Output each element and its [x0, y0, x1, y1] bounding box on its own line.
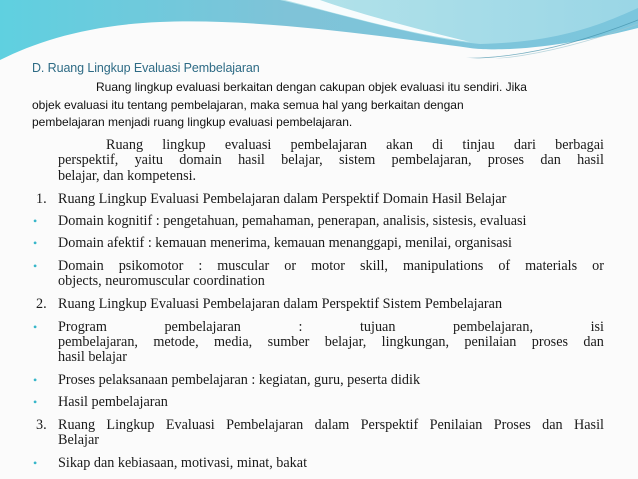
word: Domain: [58, 257, 104, 274]
section-heading-1: [36, 192, 604, 207]
word: pembelajaran,: [453, 318, 533, 335]
word: lingkup: [162, 137, 206, 153]
word: :: [198, 257, 203, 274]
word: Ruang: [106, 137, 144, 153]
intro-line: objek evaluasi itu tentang pembelajaran, maka semua hal yang berkaitan dengan: [32, 97, 464, 112]
word: dalam: [314, 417, 350, 434]
section-heading-text: [58, 418, 604, 433]
word: materials: [525, 257, 578, 274]
word: sistem: [339, 152, 376, 169]
word: dari: [513, 137, 536, 153]
word: Program: [58, 318, 107, 335]
word: psikomotor: [118, 257, 184, 274]
word: Penilaian: [429, 417, 483, 434]
paragraph-line: belajar, dan kompetensi.: [58, 167, 197, 184]
word: pembelajaran,: [391, 152, 472, 169]
header-wave-decoration: [0, 0, 638, 70]
word: Hasil: [574, 417, 604, 434]
word: muscular: [217, 257, 270, 274]
bullet-icon: •: [33, 319, 38, 334]
section-number: 2.: [36, 296, 47, 313]
bullet-text: [58, 320, 604, 335]
word: domain: [179, 152, 222, 169]
word: belajar,: [324, 333, 367, 350]
word: tujuan: [359, 318, 396, 335]
word: pembelajaran: [164, 318, 241, 335]
word: tinjau: [462, 137, 495, 153]
bullet-text: hasil belajar: [58, 349, 127, 366]
word: Lingkup: [106, 417, 155, 434]
word: hasil: [577, 152, 604, 169]
bullet-item: [33, 318, 604, 366]
word: proses: [487, 152, 525, 169]
bullet-item: [33, 393, 604, 410]
word: yaitu: [134, 152, 163, 169]
paragraph-line: [58, 153, 604, 168]
word: berbagai: [555, 137, 604, 153]
section-heading-text: Ruang Lingkup Evaluasi Pembelajaran dalam Perspektif Domain Hasil Belajar: [58, 190, 507, 207]
bullet-item: [33, 213, 604, 230]
word: or: [284, 257, 297, 274]
bullet-icon: •: [33, 236, 38, 251]
word: dan: [542, 417, 563, 434]
word: of: [498, 257, 511, 274]
word: media,: [214, 333, 253, 350]
word: penilaian: [464, 333, 517, 350]
word: dan: [540, 152, 561, 169]
bullet-text: Hasil pembelajaran: [58, 393, 168, 410]
section-heading-text: Ruang Lingkup Evaluasi Pembelajaran dalam Perspektif Sistem Pembelajaran: [58, 296, 503, 313]
word: :: [298, 318, 303, 335]
word: pembelajaran: [290, 137, 367, 153]
word: motor: [311, 257, 345, 274]
paragraph-line: [58, 138, 604, 153]
bullet-item: [33, 257, 604, 290]
bullet-text: [58, 335, 604, 350]
word: Ruang: [58, 417, 96, 434]
bullet-item: [33, 454, 604, 471]
content-body: [33, 137, 604, 471]
word: Evaluasi: [165, 417, 215, 434]
section-number: 3.: [36, 417, 47, 434]
bullet-text: Domain afektif : kemauan menerima, kemauan menanggapi, menilai, organisasi: [58, 235, 512, 252]
section-heading-3: [36, 418, 604, 449]
bullet-text: objects, neuromuscular coordination: [58, 273, 265, 290]
bullet-text: [58, 259, 604, 274]
word: Perspektif: [360, 417, 419, 434]
overview-paragraph: [36, 138, 604, 184]
intro-line: pembelajaran menjadi ruang lingkup evaluasi pembelajaran.: [32, 115, 353, 129]
word: belajar,: [281, 152, 323, 169]
word: hasil: [238, 152, 265, 169]
word: dan: [583, 333, 604, 350]
word: isi: [590, 318, 604, 335]
word: evaluasi: [224, 137, 272, 153]
word: manipulations: [402, 257, 484, 274]
word: sumber: [267, 333, 310, 350]
word: lingkungan,: [381, 333, 450, 350]
word: proses: [531, 333, 569, 350]
bullet-icon: •: [33, 372, 38, 387]
bullet-text: Proses pelaksanaan pembelajaran : kegiatan, guru, peserta didik: [58, 371, 421, 388]
bullet-icon: •: [33, 455, 38, 470]
bullet-item: [33, 371, 604, 388]
bullet-icon: •: [33, 214, 38, 229]
section-heading-text: Belajar: [58, 432, 99, 449]
word: skill,: [359, 257, 388, 274]
word: di: [432, 137, 444, 153]
bullet-icon: •: [33, 258, 38, 273]
word: metode,: [153, 333, 199, 350]
word: pembelajaran,: [58, 333, 138, 350]
word: akan: [386, 137, 413, 153]
bullet-item: [33, 235, 604, 252]
intro-line: Ruang lingkup evaluasi berkaitan dengan cakupan objek evaluasi itu sendiri. Jika: [96, 80, 527, 94]
word: or: [592, 257, 604, 274]
word: Proses: [493, 417, 531, 434]
section-heading-2: [36, 297, 604, 312]
bullet-text: Sikap dan kebiasaan, motivasi, minat, bakat: [58, 454, 308, 471]
intro-paragraph: [32, 79, 592, 132]
word: Pembelajaran: [226, 417, 304, 434]
bullet-text: Domain kognitif : pengetahuan, pemahaman, penerapan, analisis, sistesis, evaluasi: [58, 213, 527, 230]
section-title: D. Ruang Lingkup Evaluasi Pembelajaran: [32, 61, 260, 75]
word: perspektif,: [58, 152, 119, 169]
section-number: 1.: [36, 190, 47, 207]
bullet-icon: •: [33, 394, 38, 409]
